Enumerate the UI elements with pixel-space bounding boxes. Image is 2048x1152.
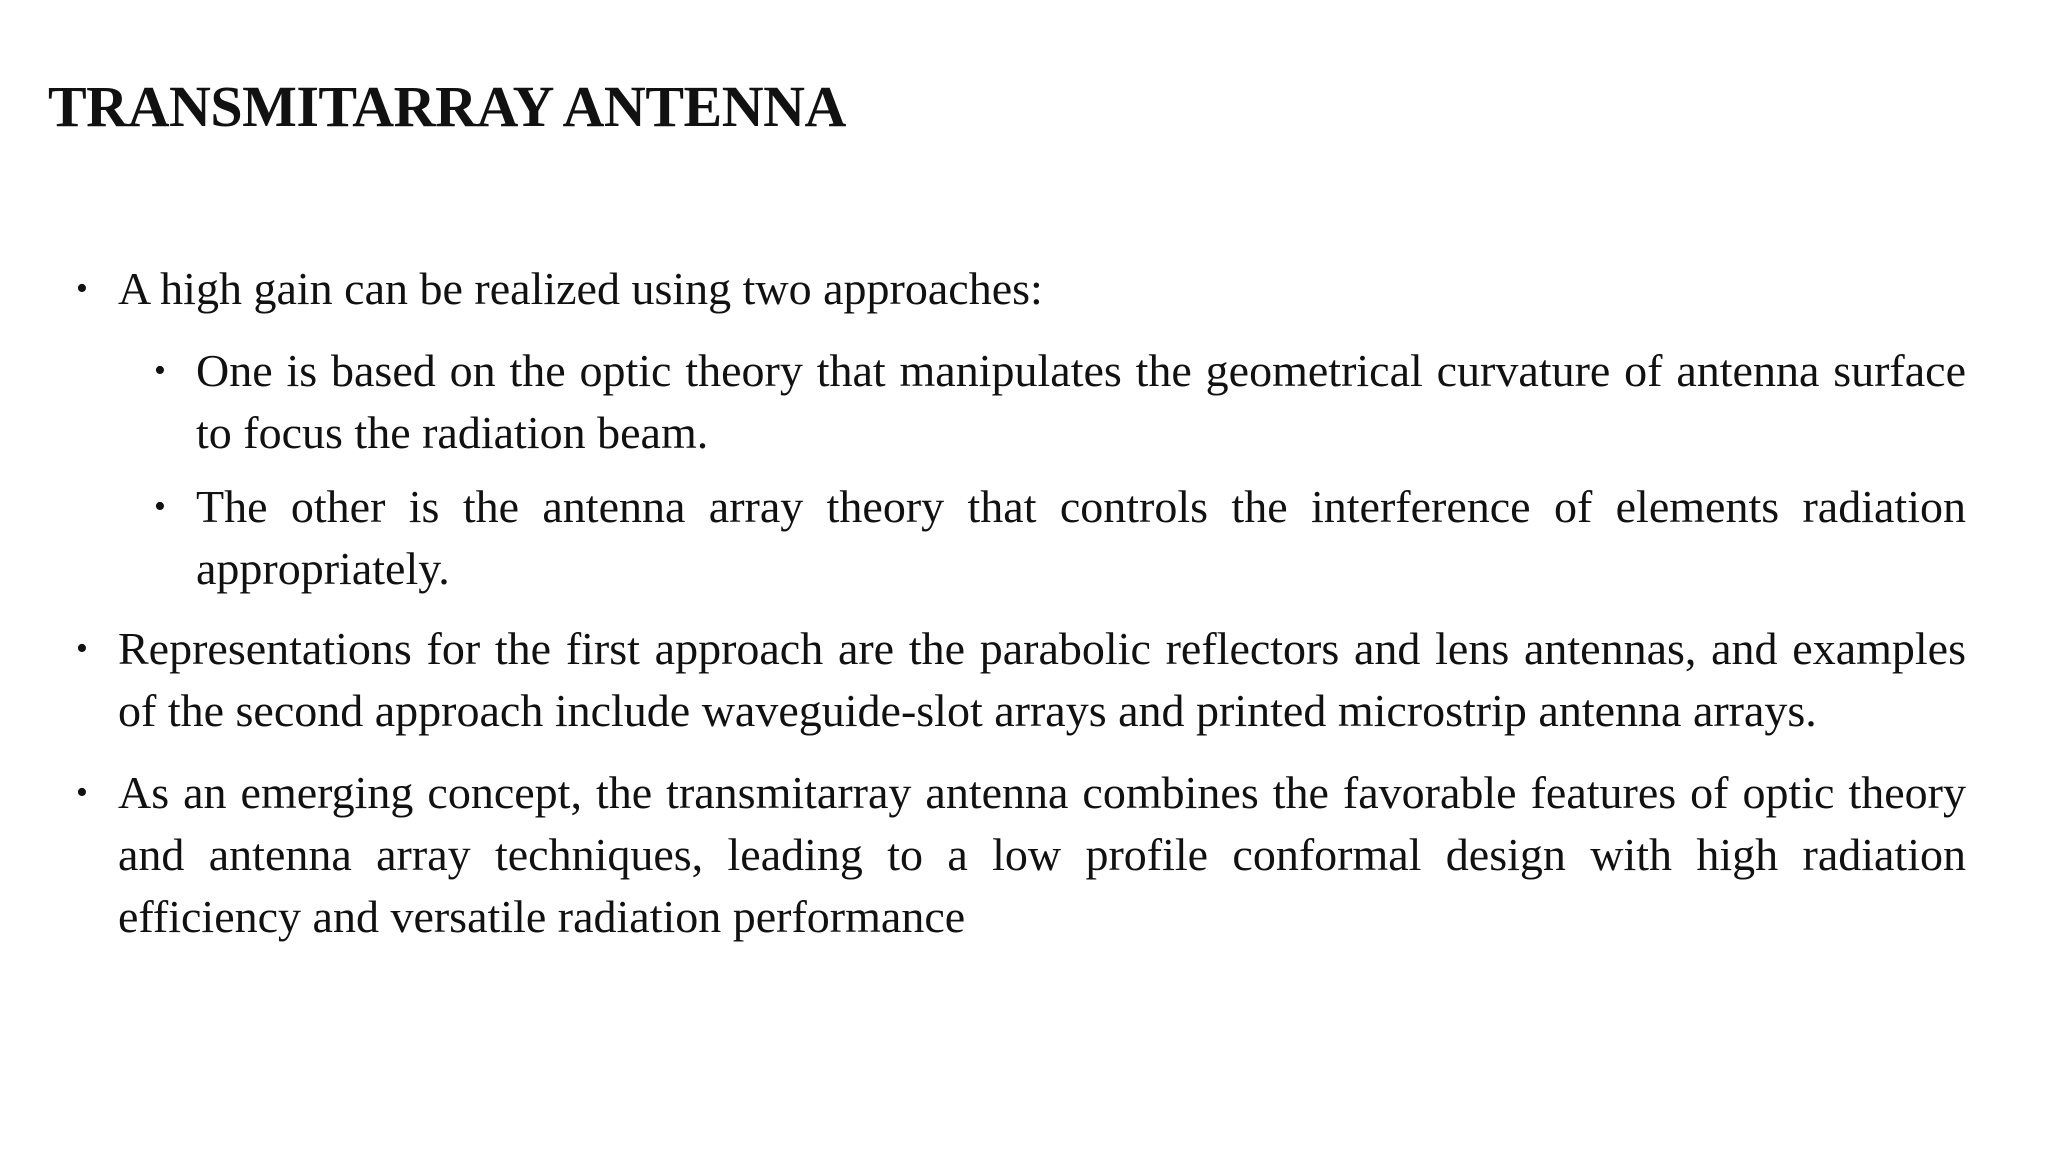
bullet-dot: • xyxy=(76,270,88,307)
bullet-dot: • xyxy=(76,774,88,811)
bullet-text: Representations for the first approach are the parabolic reflectors and lens antennas, and examples of the second approach include waveguide-slot arrays and printed microstrip antenna arrays. xyxy=(118,623,1966,736)
bullet-item xyxy=(72,258,1966,320)
sub-bullet-item xyxy=(150,340,1966,464)
bullet-item xyxy=(72,762,1966,948)
bullet-dot: • xyxy=(154,352,166,389)
sub-bullet-text: One is based on the optic theory that manipulates the geometrical curvature of antenna surface to focus the radiation beam. xyxy=(196,345,1966,458)
slide-title: TRANSMITARRAY ANTENNA xyxy=(48,74,846,139)
bullet-item xyxy=(72,618,1966,742)
bullet-dot: • xyxy=(154,488,166,525)
bullet-text: As an emerging concept, the transmitarray antenna combines the favorable features of optic theory and antenna array techniques, leading to a low profile conformal design with high radiation efficiency and versatile radiation performance xyxy=(118,767,1966,942)
sub-bullet-item xyxy=(150,476,1966,600)
sub-bullet-text: The other is the antenna array theory that controls the interference of elements radiation appropriately. xyxy=(196,481,1966,594)
bullet-text: A high gain can be realized using two approaches: xyxy=(118,263,1043,314)
bullet-list xyxy=(72,258,1966,968)
sub-bullet-list xyxy=(72,340,1966,600)
bullet-dot: • xyxy=(76,630,88,667)
